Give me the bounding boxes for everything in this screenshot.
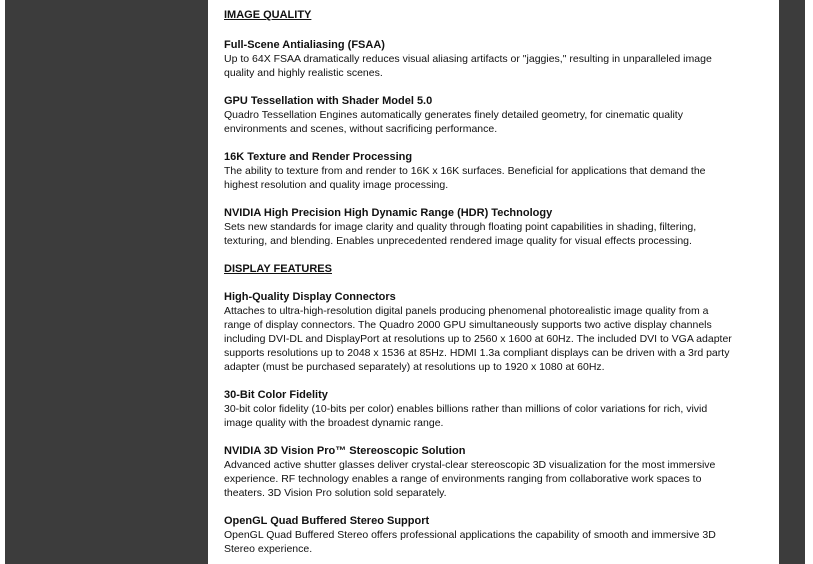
feature-title: 16K Texture and Render Processing <box>224 151 413 163</box>
left-dark-margin <box>5 0 208 564</box>
section-heading-image-quality: IMAGE QUALITY <box>224 9 312 21</box>
feature-title: NVIDIA High Precision High Dynamic Range (HDR) Technology <box>224 207 553 219</box>
feature-hdr <box>224 206 764 248</box>
feature-description: OpenGL Quad Buffered Stereo offers professional applications the capability of smooth and immersive 3D Stereo experience. <box>224 529 716 555</box>
feature-tessellation <box>224 94 764 136</box>
feature-16k-texture <box>224 150 764 192</box>
feature-30bit-color <box>224 388 764 430</box>
feature-title: High-Quality Display Connectors <box>224 291 396 303</box>
document-content <box>224 8 764 556</box>
feature-title: 30-Bit Color Fidelity <box>224 389 328 401</box>
feature-display-connectors <box>224 290 764 374</box>
feature-title: Full-Scene Antialiasing (FSAA) <box>224 39 385 51</box>
feature-title: GPU Tessellation with Shader Model 5.0 <box>224 95 433 107</box>
section-heading-display-features: DISPLAY FEATURES <box>224 263 332 275</box>
feature-description: Advanced active shutter glasses deliver crystal-clear stereoscopic 3D visualization for the most immersive experience. RF technology enables a range of environments ranging from collaborative work spaces to theaters. 3D Vision Pro solution sold separately. <box>224 459 716 499</box>
feature-description: Attaches to ultra-high-resolution digital panels producing phenomenal photorealistic image quality from a range of display connectors. The Quadro 2000 GPU simultaneously supports two active display channels including DVI-DL and DisplayPort at resolutions up to 2560 x 1600 at 60Hz. The included DVI to VGA adapter supports resolutions up to 2048 x 1536 at 85Hz. HDMI 1.3a compliant displays can be driven with a 3rd party adapter (must be purchased separately) at resolutions up to 1920 x 1080 at 60Hz. <box>224 305 732 373</box>
feature-description: Sets new standards for image clarity and quality through floating point capabilities in shading, filtering, texturing, and blending. Enables unprecedented rendered image quality for visual effects processing. <box>224 221 697 247</box>
feature-description: Quadro Tessellation Engines automatically generates finely detailed geometry, for cinematic quality environments and scenes, without sacrificing performance. <box>224 109 683 135</box>
feature-opengl-stereo <box>224 514 764 556</box>
feature-description: The ability to texture from and render to 16K x 16K surfaces. Beneficial for applications that demand the highest resolution and quality image processing. <box>224 165 706 191</box>
feature-title: OpenGL Quad Buffered Stereo Support <box>224 515 430 527</box>
right-dark-margin <box>779 0 805 564</box>
feature-3d-vision-pro <box>224 444 764 500</box>
feature-description: 30-bit color fidelity (10-bits per color) enables billions rather than millions of color variations for rich, vivid image quality with the broadest dynamic range. <box>224 403 708 429</box>
feature-fsaa <box>224 38 764 80</box>
feature-description: Up to 64X FSAA dramatically reduces visual aliasing artifacts or "jaggies," resulting in unparalleled image quality and highly realistic scenes. <box>224 53 712 79</box>
feature-title: NVIDIA 3D Vision Pro™ Stereoscopic Solution <box>224 445 466 457</box>
